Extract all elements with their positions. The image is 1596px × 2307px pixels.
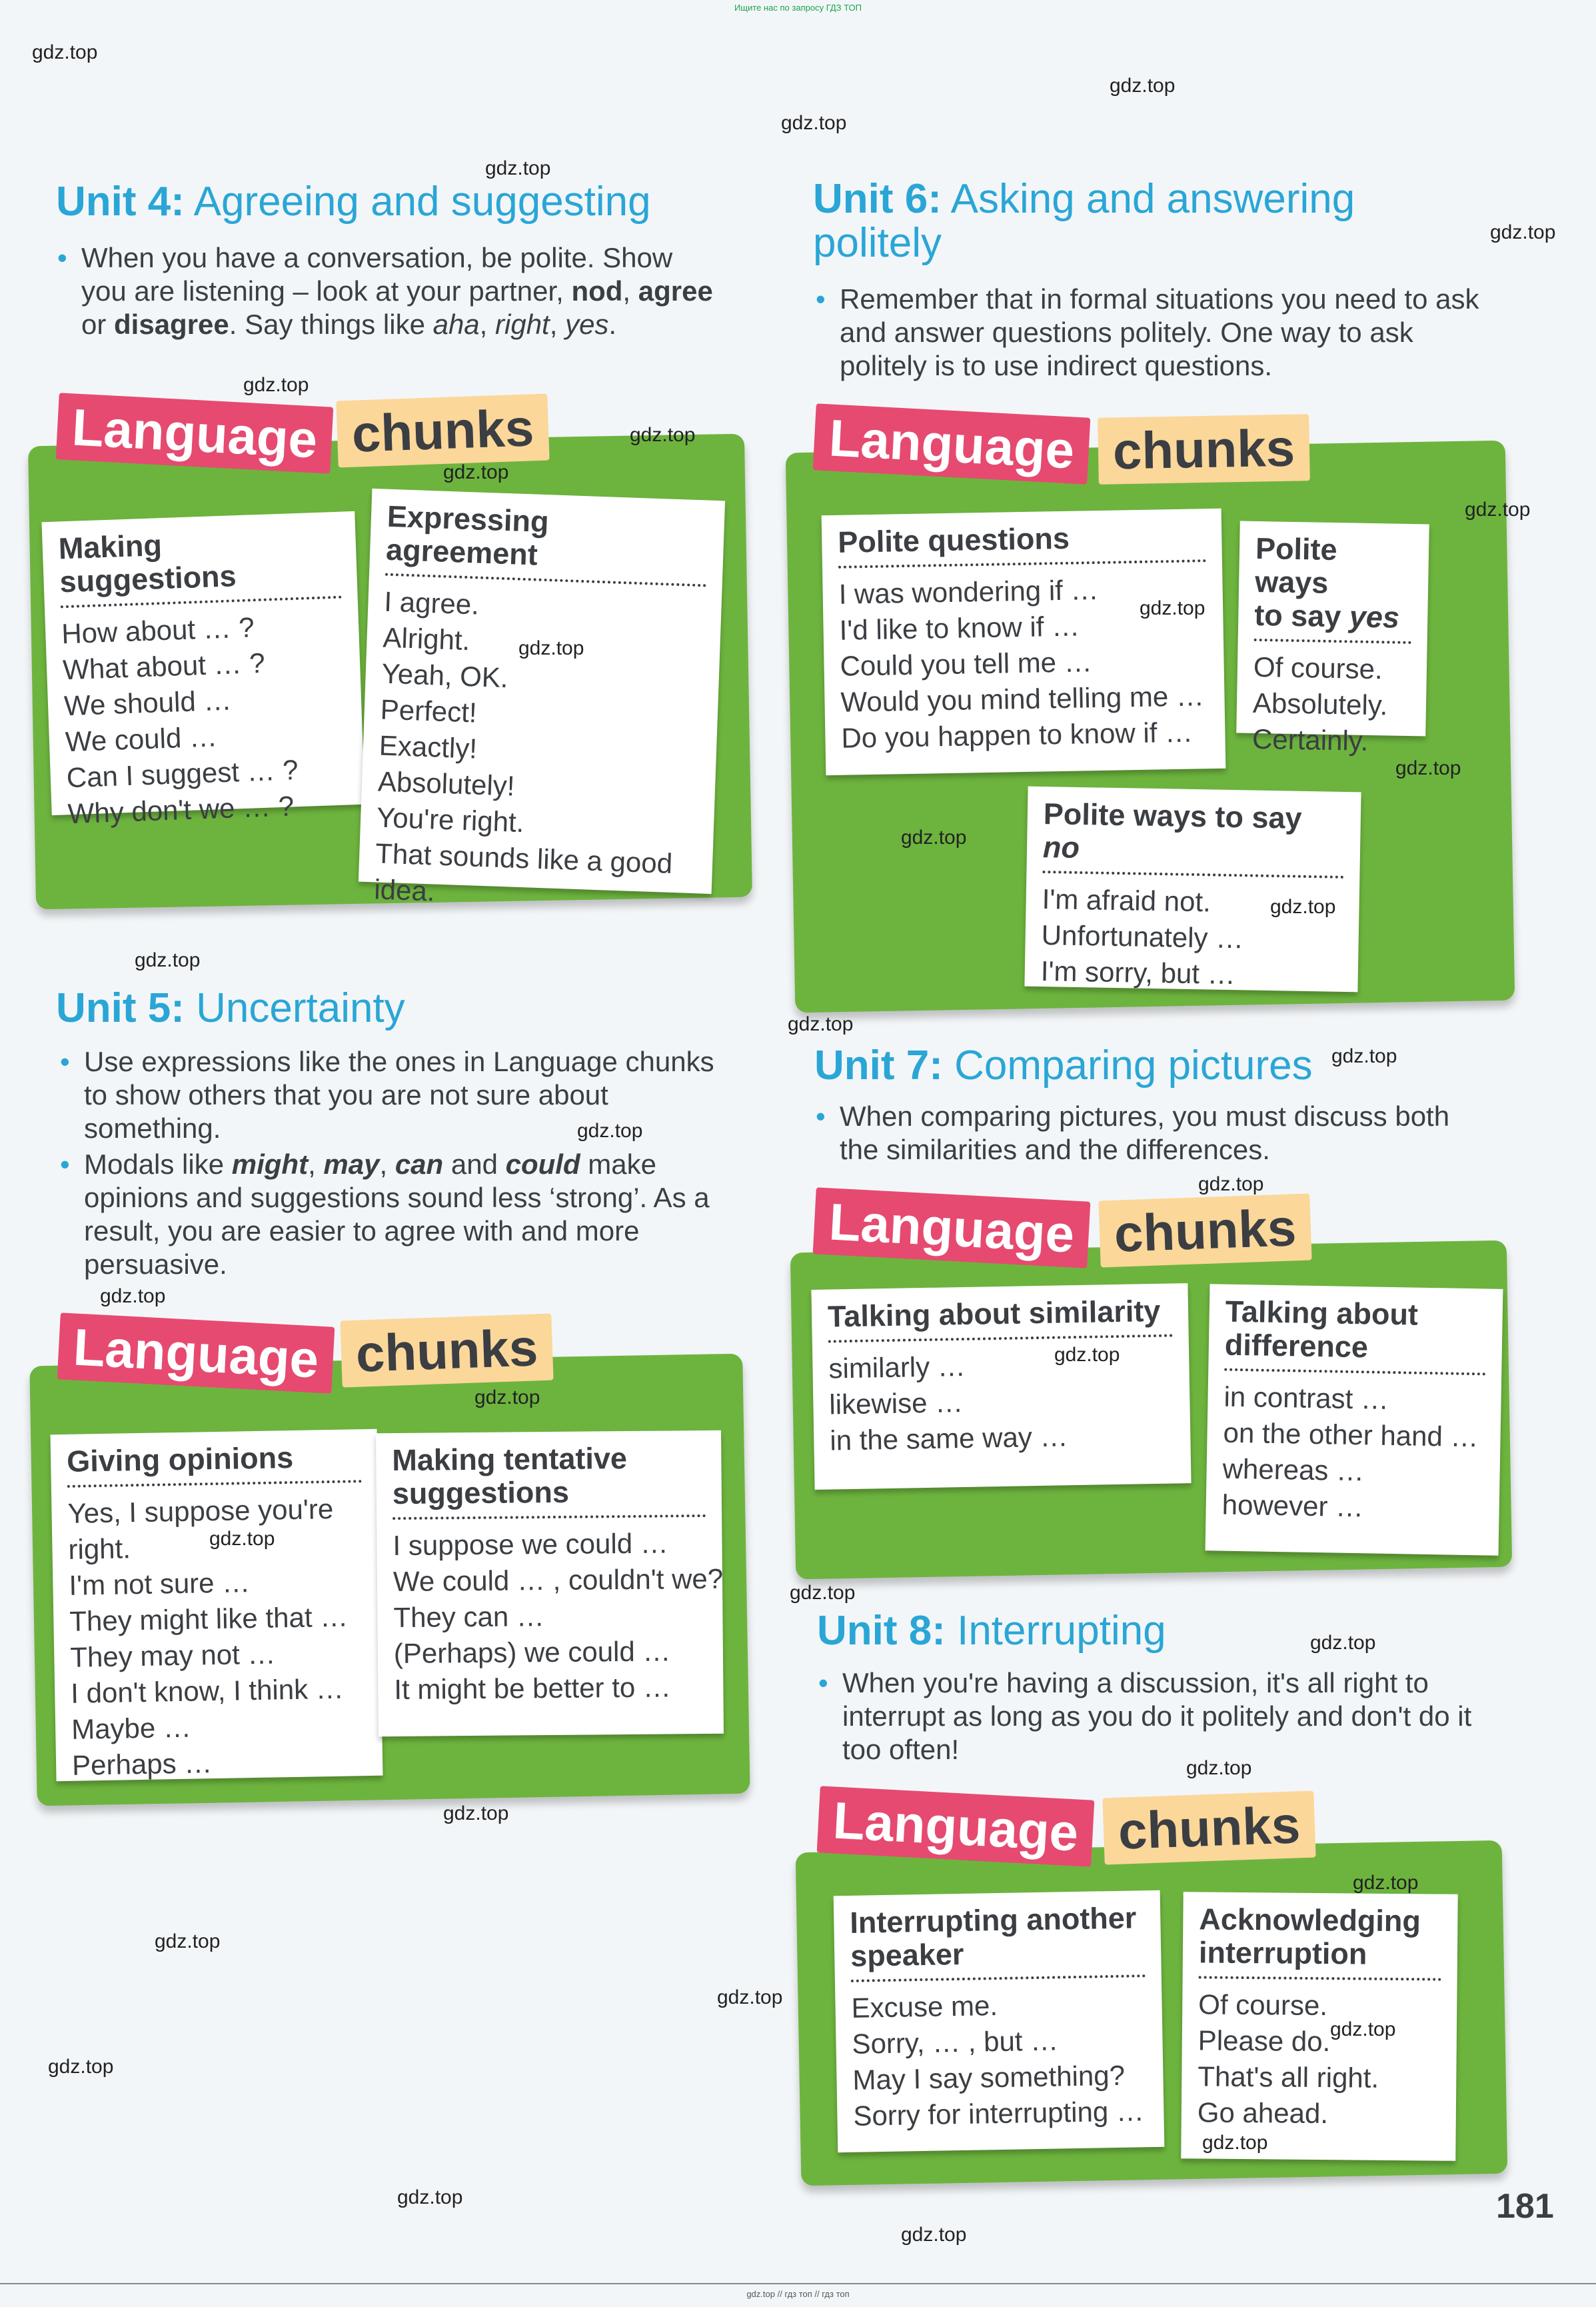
list-item: Perhaps … xyxy=(71,1747,213,1781)
card-title: Making suggestions xyxy=(58,523,342,609)
watermark: gdz.top xyxy=(1331,1045,1397,1067)
unit7-bullet-1: • When comparing pictures, you must discuss both the similarities and the differences. xyxy=(813,1100,1493,1166)
unit6-title xyxy=(813,177,1355,221)
list-item: I don't know, I think … xyxy=(70,1672,345,1709)
unit6-card-polite-yes xyxy=(1236,521,1429,757)
list-item: It might be better to … xyxy=(394,1671,672,1706)
watermark: gdz.top xyxy=(48,2056,114,2078)
list-item: Of course. xyxy=(1253,651,1383,685)
bottom-divider xyxy=(0,2283,1596,2284)
unit8-language-tag: Language xyxy=(817,1786,1095,1866)
unit4-name: Agreeing and suggesting xyxy=(184,179,651,225)
watermark: gdz.top xyxy=(443,1802,509,1824)
watermark: gdz.top xyxy=(1353,1872,1419,1894)
watermark: gdz.top xyxy=(1465,499,1531,521)
list-item: Exactly! xyxy=(379,729,478,765)
watermark: gdz.top xyxy=(1490,221,1556,243)
page-number: 181 xyxy=(1496,2187,1554,2226)
watermark: gdz.top xyxy=(397,2186,463,2208)
watermark: gdz.top xyxy=(32,41,98,63)
list-item: You're right. xyxy=(376,801,525,839)
unit5-number: Unit 5: xyxy=(56,985,185,1031)
unit6-language-tag: Language xyxy=(813,403,1091,484)
list-item: Sorry for interrupting … xyxy=(853,2095,1145,2132)
list-item: Alright. xyxy=(382,621,471,657)
unit5-bullet-1: • Use expressions like the ones in Language chunks to show others that you are not sure about something. xyxy=(57,1045,724,1145)
unit8-title xyxy=(817,1609,1166,1653)
unit5-bullet-2: • Modals like might, may, can and could make opinions and suggestions sound less ‘strong’. As a result, you are easier to agree with and more persuasive. xyxy=(57,1148,724,1281)
watermark: gdz.top xyxy=(1202,2132,1268,2154)
list-item: Do you happen to know if … xyxy=(841,716,1194,754)
list-item: however … xyxy=(1221,1488,1364,1523)
unit4-bullets xyxy=(55,241,714,344)
list-item: Go ahead. xyxy=(1197,2096,1329,2130)
unit5-bullets xyxy=(57,1045,724,1284)
watermark: gdz.top xyxy=(1198,1173,1264,1195)
watermark: gdz.top xyxy=(1395,757,1461,779)
unit4-language-tag: Language xyxy=(56,393,334,473)
list-item: Maybe … xyxy=(71,1711,192,1745)
list-item: That's all right. xyxy=(1197,2060,1379,2094)
unit7-title xyxy=(814,1044,1313,1088)
unit4-card-expressing-agreement xyxy=(359,489,725,907)
unit4-title xyxy=(56,180,651,224)
list-item: (Perhaps) we could … xyxy=(393,1635,671,1670)
list-item: I'd like to know if … xyxy=(839,610,1080,646)
unit8-name: Interrupting xyxy=(945,1608,1166,1654)
unit8-number: Unit 8: xyxy=(817,1608,946,1654)
list-item: Why don't we … ? xyxy=(67,790,295,830)
list-item: Sorry, … , but … xyxy=(852,2024,1059,2060)
card-title: Polite ways to say no xyxy=(1042,797,1345,879)
unit4-bullet-1: • When you have a conversation, be polite. Show you are listening – look at your partner, nod, agree or disagree. Say things like aha, right, yes. xyxy=(55,241,714,341)
list-item: They can … xyxy=(393,1600,545,1634)
list-item: Could you tell me … xyxy=(840,646,1093,682)
unit6-title-line2: politely xyxy=(813,220,942,266)
list-item: That sounds like a good idea. xyxy=(373,837,673,907)
unit5-name: Uncertainty xyxy=(184,985,405,1031)
list-item: I'm sorry, but … xyxy=(1040,955,1236,991)
watermark: gdz.top xyxy=(781,112,847,134)
watermark: gdz.top xyxy=(717,1986,783,2008)
list-item: Absolutely! xyxy=(377,765,516,802)
watermark: gdz.top xyxy=(518,637,584,659)
unit7-name: Comparing pictures xyxy=(942,1043,1313,1089)
bottom-note: gdz.top // гдз топ // гдз топ xyxy=(746,2289,850,2299)
unit7-card-difference xyxy=(1205,1284,1503,1556)
watermark: gdz.top xyxy=(443,461,509,483)
list-item: similarly … xyxy=(828,1350,966,1384)
list-item: Excuse me. xyxy=(851,1990,998,2024)
list-item: Can I suggest … ? xyxy=(66,754,299,794)
list-item: Would you mind telling me … xyxy=(840,680,1205,718)
top-search-note: Ищите нас по запросу ГДЗ ТОП xyxy=(734,3,862,13)
unit6-card-polite-no xyxy=(1024,787,1361,993)
list-item: Of course. xyxy=(1198,1988,1328,2022)
card-title: Talking about similarity xyxy=(828,1294,1173,1343)
list-item: I agree. xyxy=(383,585,480,621)
unit4-card-making-suggestions xyxy=(41,511,365,830)
unit6-bullet-1: • Remember that in formal situations you need to ask and answer questions politely. One way to ask politely is to use indirect questions. xyxy=(813,283,1486,383)
watermark: gdz.top xyxy=(474,1386,540,1408)
watermark: gdz.top xyxy=(901,827,967,849)
unit6-card-polite-questions xyxy=(822,509,1226,775)
unit6-chunks-tag: chunks xyxy=(1098,414,1310,485)
list-item: in contrast … xyxy=(1223,1380,1389,1415)
list-item: What about … ? xyxy=(62,647,266,686)
unit5-title xyxy=(56,987,405,1031)
watermark: gdz.top xyxy=(485,157,551,179)
watermark: gdz.top xyxy=(901,2224,967,2246)
unit7-number: Unit 7: xyxy=(814,1043,943,1089)
unit8-bullets xyxy=(816,1666,1502,1769)
list-item: We should … xyxy=(63,684,233,722)
unit7-language-tag: Language xyxy=(813,1187,1091,1268)
list-item: Certainly. xyxy=(1251,723,1369,757)
list-item: They might like that … xyxy=(69,1600,349,1637)
unit6-name: Asking and answering xyxy=(941,176,1355,222)
card-title: Polite ways to say yes xyxy=(1254,532,1413,644)
unit8-card-acknowledging xyxy=(1181,1892,1457,2161)
list-item: May I say something? xyxy=(852,2059,1126,2096)
list-item: How about … ? xyxy=(61,611,255,650)
watermark: gdz.top xyxy=(788,1013,854,1035)
list-item: We could … xyxy=(65,721,218,758)
unit7-card-similarity xyxy=(811,1283,1191,1490)
watermark: gdz.top xyxy=(100,1285,166,1307)
list-item: whereas … xyxy=(1222,1452,1365,1487)
watermark: gdz.top xyxy=(577,1120,643,1142)
unit5-language-tag: Language xyxy=(57,1312,335,1393)
list-item: I was wondering if … xyxy=(838,574,1099,610)
watermark: gdz.top xyxy=(790,1582,856,1604)
unit6-bullets xyxy=(813,283,1486,385)
unit8-card-interrupting xyxy=(834,1890,1165,2152)
watermark: gdz.top xyxy=(1310,1632,1376,1654)
card-title: Expressing agreement xyxy=(385,500,709,587)
watermark: gdz.top xyxy=(1110,75,1176,97)
list-item: Yes, I suppose you're right. xyxy=(67,1492,334,1565)
card-title: Acknowledging interruption xyxy=(1199,1902,1442,1980)
unit5-chunks-tag: chunks xyxy=(340,1313,553,1387)
watermark: gdz.top xyxy=(1140,597,1205,619)
card-title: Talking about difference xyxy=(1224,1295,1487,1376)
watermark: gdz.top xyxy=(209,1528,275,1550)
unit5-card-giving-opinions xyxy=(50,1429,383,1781)
list-item: I'm not sure … xyxy=(69,1566,251,1601)
list-item: on the other hand … xyxy=(1223,1416,1479,1453)
list-item: They may not … xyxy=(69,1638,276,1673)
unit6-number: Unit 6: xyxy=(813,176,942,222)
watermark: gdz.top xyxy=(1270,896,1336,918)
list-item: likewise … xyxy=(829,1386,964,1420)
list-item: Perfect! xyxy=(380,693,478,729)
unit8-chunks-tag: chunks xyxy=(1102,1790,1315,1864)
watermark: gdz.top xyxy=(1054,1344,1120,1366)
unit5-card-tentative-suggestions xyxy=(376,1430,724,1737)
card-title: Interrupting another speaker xyxy=(850,1901,1146,1982)
list-item: in the same way … xyxy=(829,1420,1068,1456)
list-item: Yeah, OK. xyxy=(381,657,509,694)
list-item: I'm afraid not. xyxy=(1042,883,1211,918)
watermark: gdz.top xyxy=(1186,1757,1252,1779)
unit4-chunks-tag: chunks xyxy=(336,393,549,467)
watermark: gdz.top xyxy=(135,949,201,971)
unit4-number: Unit 4: xyxy=(56,179,185,225)
card-title: Polite questions xyxy=(838,519,1206,569)
watermark: gdz.top xyxy=(630,424,696,446)
card-title: Giving opinions xyxy=(67,1440,362,1488)
unit7-chunks-tag: chunks xyxy=(1098,1193,1311,1267)
watermark: gdz.top xyxy=(243,374,309,396)
unit7-bullets xyxy=(813,1100,1493,1169)
list-item: Please do. xyxy=(1197,2024,1331,2058)
card-title: Making tentative suggestions xyxy=(392,1441,706,1520)
watermark: gdz.top xyxy=(1330,2018,1396,2040)
unit8-bullet-1: • When you're having a discussion, it's all right to interrupt as long as you do it politely and don't do it too often! xyxy=(816,1666,1502,1766)
watermark: gdz.top xyxy=(155,1930,221,1952)
list-item: I suppose we could … xyxy=(393,1527,668,1562)
list-item: Unfortunately … xyxy=(1041,919,1244,955)
list-item: We could … , couldn't we? xyxy=(393,1562,724,1598)
list-item: Absolutely. xyxy=(1252,687,1388,721)
